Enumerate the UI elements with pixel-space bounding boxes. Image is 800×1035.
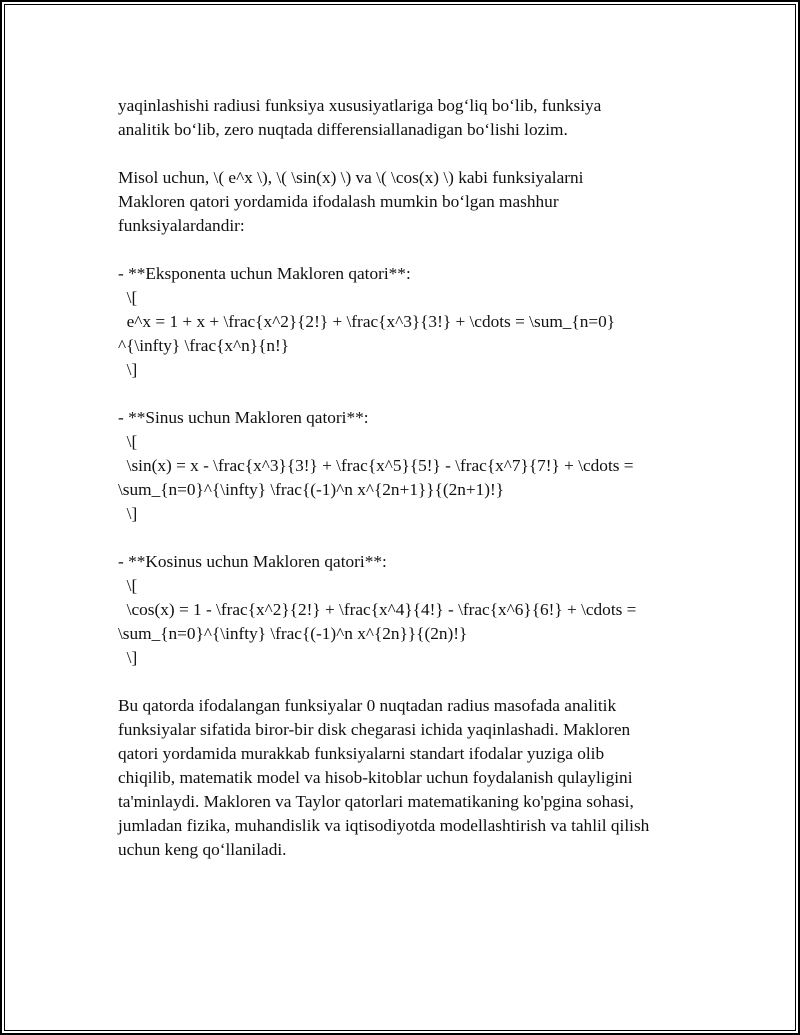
paragraph: [118, 694, 698, 862]
paragraph-gap: [118, 526, 698, 550]
paragraph-gap: [118, 670, 698, 694]
text-line: \[: [118, 576, 138, 595]
text-line: funksiyalar sifatida biror-bir disk chegarasi ichida yaqinlashadi. Makloren: [118, 720, 631, 739]
text-line: e^x = 1 + x + \frac{x^2}{2!} + \frac{x^3}{3!} + \cdots = \sum_{n=0}: [118, 312, 616, 331]
text-line: \[: [118, 432, 138, 451]
formula-block-cosine: [118, 550, 698, 670]
text-line: yaqinlashishi radiusi funksiya xususiyatlariga bog‘liq bo‘lib, funksiya: [118, 96, 602, 115]
text-line: analitik bo‘lib, zero nuqtada differensiallanadigan bo‘lishi lozim.: [118, 120, 568, 139]
text-line: ^{\infty} \frac{x^n}{n!}: [118, 336, 290, 355]
paragraph-gap: [118, 382, 698, 406]
formula-block-sine: [118, 406, 698, 526]
text-line: \]: [118, 648, 138, 667]
text-line: uchun keng qo‘llaniladi.: [118, 840, 287, 859]
text-line: \[: [118, 288, 138, 307]
paragraph-gap: [118, 142, 698, 166]
text-line: Makloren qatori yordamida ifodalash mumkin bo‘lgan mashhur: [118, 192, 559, 211]
text-line: \cos(x) = 1 - \frac{x^2}{2!} + \frac{x^4}{4!} - \frac{x^6}{6!} + \cdots =: [118, 600, 637, 619]
paragraph: [118, 94, 698, 142]
text-line: - **Sinus uchun Makloren qatori**:: [118, 408, 369, 427]
text-line: \sin(x) = x - \frac{x^3}{3!} + \frac{x^5}{5!} - \frac{x^7}{7!} + \cdots =: [118, 456, 634, 475]
text-line: funksiyalardandir:: [118, 216, 245, 235]
text-line: \sum_{n=0}^{\infty} \frac{(-1)^n x^{2n}}{(2n)!}: [118, 624, 468, 643]
document-body: [118, 94, 698, 862]
paragraph: [118, 166, 698, 238]
text-line: qatori yordamida murakkab funksiyalarni standart ifodalar yuziga olib: [118, 744, 605, 763]
text-line: Misol uchun, \( e^x \), \( \sin(x) \) va \( \cos(x) \) kabi funksiyalarni: [118, 168, 584, 187]
paragraph-gap: [118, 238, 698, 262]
text-line: chiqilib, matematik model va hisob-kitoblar uchun foydalanish qulayligini: [118, 768, 633, 787]
text-line: jumladan fizika, muhandislik va iqtisodiyotda modellashtirish va tahlil qilish: [118, 816, 650, 835]
text-line: - **Eksponenta uchun Makloren qatori**:: [118, 264, 411, 283]
text-line: \sum_{n=0}^{\infty} \frac{(-1)^n x^{2n+1}}{(2n+1)!}: [118, 480, 505, 499]
text-line: ta'minlaydi. Makloren va Taylor qatorlari matematikaning ko'pgina sohasi,: [118, 792, 634, 811]
text-line: Bu qatorda ifodalangan funksiyalar 0 nuqtadan radius masofada analitik: [118, 696, 617, 715]
text-line: \]: [118, 360, 138, 379]
formula-block-exponent: [118, 262, 698, 382]
text-line: - **Kosinus uchun Makloren qatori**:: [118, 552, 387, 571]
text-line: \]: [118, 504, 138, 523]
